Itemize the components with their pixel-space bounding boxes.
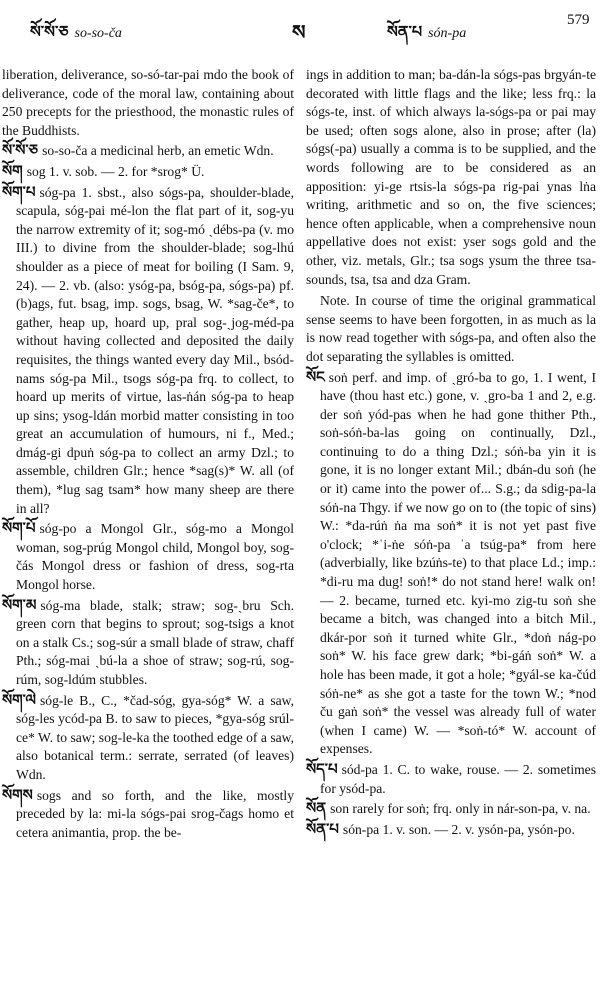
entry-text: sog 1. v. sob. — 2. for *srog* Ü. [26,163,205,179]
left-head-tibetan: སོ་སོ་ཅ [30,24,69,41]
entry-headword-tibetan: སོག་པོ [2,521,36,538]
entry-text: sóg-po a Mongol Glr., sóg-mo a Mongol woman, sog-prúg Mongol child, Mongol boy, sog-čás Mongol dress or fashion of dress, sog-rta Mongol horse. [16,521,294,593]
entry-headword-tibetan: སོད་པ [306,761,338,778]
note-paragraph [306,292,596,366]
entry-text: son rarely for soṅ; frq. only in nár-son-pa, v. na. [330,801,591,817]
page-header [0,10,600,44]
right-head-translit: són-pa [428,26,467,41]
right-running-head [387,14,466,59]
section-letter: ས [292,22,306,44]
entry-headword-tibetan: སོགས [2,787,33,804]
right-column [306,66,596,841]
entry-text: sóg-pa 1. sbst., also sógs-pa, shoulder-blade, scapula, sóg-pai mé-lon the flat part of it, sog-yu the narrow extremity of it; sog-mó ˏdébs-pa (v. mo III.) to divine from the shoulder-blade; sog-lhú shoulder as a piece of meat for boiling (I Sam. 9, 24). — 2. vb. (also: ysóg-pa, bsóg-pa, sógs-pa) pf. (b)ags, fut. bsag, imp. sogs, bsag, W. *sag-če*, to gather, heap up, hoard up, pral sog-ˏjog-méd-pa without having collected and deposited the daily requisites, the things wanted every day Mil., bsód-nams sóg-pa Mil., tsogs sóg-pa frq. to collect, to hoard up merits of virtue, las-ṅán sóg-pa to heap up sins; ysog-ldán morbid matter consisting in too great an accumulation of humours, ni f., Med.; dmág-gi dpuṅ sóg-pa to collect an army Dzl.; to assemble, children Glr.; hence *sag(s)* W. all (of them), *lug sag tsam* how many sheep are there in all? [16,184,294,516]
entry-headword-tibetan: སོག [2,163,23,180]
entry-text: sód-pa 1. C. to wake, rouse. — 2. sometimes for ysód-pa. [320,761,596,796]
dictionary-entry [2,520,294,594]
entry-text: són-pa 1. v. son. — 2. v. ysón-pa, ysón-po. [342,821,575,837]
entry-text: so-so-ča a medicinal herb, an emetic Wdn. [42,143,274,159]
dictionary-entry [306,761,596,798]
entry-headword-tibetan: སོང [306,369,325,386]
dictionary-entry [306,821,596,840]
dictionary-entry [2,597,294,690]
entry-text: sóg-ma blade, stalk; straw; sog-ˏbru Sch. green corn that begins to sprout; sog-tsigs a knot on a stalk Cs.; sog-súr a small blade of straw, chaff Pth.; sóg-mai ˏbú-la a shoe of straw; sog-rú, sog-rúm, sog-ldúm stubbles. [16,597,294,687]
left-column [2,66,294,844]
entry-text: ings in addition to man; ba-dán-la sógs-pas brgyán-te decorated with little flags and the like; less frq.: la sógs-te, inst. of which always la-sógs-pa or pai may be used; often sogs alone, also in prose; after (la) sógs(-pa) usually a comma is to be supplied, and the words following are to be considered as an apposition: yi-ge rtsis-la sógs-pa rig-pai ynas lṅa writing, arithmetic and so on, the five sciences; hence often applicable, when a comprehensive noun appellative does not exist: yser sogs gold and the other, viz. metals, Glr.; tsa sogs ysum the three tsa-sounds, tsa, tsa and dza Gram. [306,67,596,287]
entry-text: soṅ perf. and imp. of ˏgró-ba to go, 1. I went, I have (thou hast etc.) gone, v. ˏgro-ba 1 and 2, e.g. der soṅ yód-pas when he had gone thither Pth., soṅ-sóṅ-ba-las going on continually, Dzl., continuing to do a thing Dzl.; sóṅ-ba yin it is gone, it is no longer extant Mil.; dbán-du soṅ (he or it) came into the power of... S.g.; da sdig-pa-la sóṅ-na Thgy. if we now go on to (the topic of sins) W.: *da-rúṅ ṅa ma soṅ* it is not yet past five o'clock; *ˈi-ṅe sóṅ-pa ˈa tsúg-pa* from here (adverbially, like bzúṅs-te) to that place Ld.; imp.: *di-ru ma dug! soṅ!* do not stand here! walk on! — 2. became, turned etc. kyi-mo zig-tu soṅ she became a bitch, was changed into a bitch Mil., dkár-por soṅ it turned white Glr., *doṅ nág-po soṅ* W. his face grew dark; *bi-gáṅ soṅ* W. a hole has been made, it got a hole; *gyál-se ka-čúd sóṅ-ne* as she got a taste for the town W.; *nod ču gaṅ soṅ* the vessel was already full of water (when I came) W. — *soṅ-tó* W. account of expenses. [320,369,596,757]
entry-headword-tibetan: སོན [306,801,327,818]
dictionary-entry [306,369,596,759]
entry-text: liberation, deliverance, so-só-tar-pai mdo the book of deliverance, code of the moral law, containing about 250 precepts for the priesthood, the monastic rules of the Buddhists. [2,67,294,138]
right-head-tibetan: སོན་པ [387,24,423,41]
left-head-translit: so-so-ča [74,26,122,41]
entry-headword-tibetan: སོ་སོ་ཅ [2,143,39,160]
entry-headword-tibetan: སོག་པ [2,184,36,201]
entry-headword-tibetan: སོག་ལེ [2,692,36,709]
entry-text: sogs and so forth, and the like, mostly preceded by la: mi-la sógs-pai srog-čags homo et cetera animantia, prop. the be- [16,787,294,840]
left-running-head [30,14,122,59]
dictionary-entry [2,184,294,519]
entry-headword-tibetan: སོག་མ [2,597,37,614]
entry-text: sóg-le B., C., *čad-sóg, gya-sóg* W. a saw, sóg-les ycód-pa B. to saw to pieces, *gya-sóg srúl-ce* W. to saw; sog-le-ka the toothed edge of a saw, also botanical term.: serrate, serrated (of leaves) Wdn. [16,692,294,782]
dictionary-entry [306,800,596,819]
continued-text [306,66,596,289]
dictionary-entry [2,692,294,785]
entry-text: Note. In course of time the original grammatical sense seems to have been forgotten, in as much as la is now read together with sógs-pa, and often also the dot separating the syllables is omitted. [306,293,596,364]
dictionary-entry [2,142,294,161]
dictionary-entry [2,163,294,182]
entry-headword-tibetan: སོན་པ [306,821,339,838]
continued-text [2,66,294,140]
page-number: 579 [567,12,590,28]
dictionary-entry [2,787,294,843]
